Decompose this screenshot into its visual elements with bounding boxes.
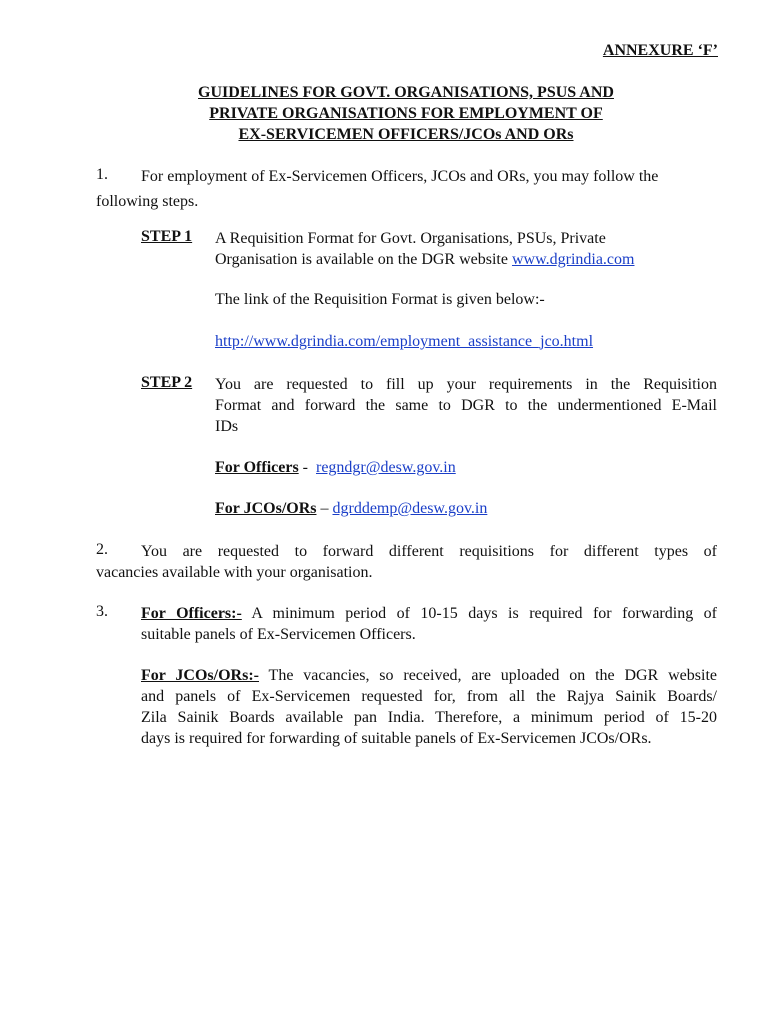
para-3-jco-label: For JCOs/ORs:-	[141, 667, 259, 684]
para-3-number: 3.	[96, 603, 108, 620]
jco-email-row: For JCOs/ORs – dgrddemp@desw.gov.in	[215, 500, 488, 517]
step-1-link-intro: The link of the Requisition Format is given below:-	[215, 291, 545, 308]
para-3	[141, 603, 717, 749]
para-3-jco-line-1: For JCOs/ORs:- The vacancies, so received, are uploaded on the DGR website	[141, 667, 718, 684]
para-3-officers-label: For Officers:-	[141, 605, 242, 622]
step-1-line-2: Organisation is available on the DGR website www.dgrindia.com	[215, 251, 635, 268]
step-2-label: STEP 2	[141, 374, 193, 391]
para-2-number: 2.	[96, 541, 108, 558]
step-2-line-1: You are requested to fill up your requirements in the Requisition	[215, 376, 717, 393]
title-line-1: GUIDELINES FOR GOVT. ORGANISATIONS, PSUS AND	[198, 84, 614, 101]
para-3-officers-line-1: For Officers:- A minimum period of 10-15 days is required for forwarding of	[141, 605, 718, 622]
step-2-line-2: Format and forward the same to DGR to the undermentioned E-Mail	[215, 397, 717, 414]
document-title	[0, 82, 768, 145]
para-1-line-2: following steps.	[96, 193, 199, 210]
step-2-line-3: IDs	[215, 418, 239, 435]
officers-email-link[interactable]: regndgr@desw.gov.in	[316, 459, 456, 476]
para-3-jco-line-3: Zila Sainik Boards available pan India. Therefore, a minimum period of 15-20	[141, 709, 717, 726]
para-3-jco-line-2: and panels of Ex-Servicemen requested for, from all the Rajya Sainik Boards/	[141, 688, 717, 705]
step-2-content	[215, 374, 717, 519]
requisition-format-link[interactable]: http://www.dgrindia.com/employment_assistance_jco.html	[215, 333, 594, 350]
jco-email-link[interactable]: dgrddemp@desw.gov.in	[332, 500, 488, 517]
for-officers-label: For Officers	[215, 459, 299, 476]
step-1-label: STEP 1	[141, 228, 193, 245]
dgr-website-link[interactable]: www.dgrindia.com	[511, 251, 635, 268]
step-1-line-1: A Requisition Format for Govt. Organisations, PSUs, Private	[215, 230, 606, 247]
para-2	[96, 541, 717, 583]
para-2-line-2: vacancies available with your organisation.	[96, 564, 373, 581]
para-3-jco-line-4: days is required for forwarding of suitable panels of Ex-Servicemen JCOs/ORs.	[141, 730, 652, 747]
annexure-label: ANNEXURE ‘F’	[602, 42, 718, 59]
for-jcos-label: For JCOs/ORs	[215, 500, 317, 517]
step-1-content	[215, 228, 717, 352]
title-line-3: EX-SERVICEMEN OFFICERS/JCOs AND ORs	[238, 126, 574, 143]
officers-email-row: For Officers - regndgr@desw.gov.in	[215, 459, 456, 476]
para-2-line-1: You are requested to forward different requisitions for different types of	[141, 543, 717, 560]
para-1	[96, 166, 716, 212]
title-line-2: PRIVATE ORGANISATIONS FOR EMPLOYMENT OF	[209, 105, 603, 122]
para-1-number: 1.	[96, 166, 108, 183]
para-3-officers-line-2: suitable panels of Ex-Servicemen Officers.	[141, 626, 416, 643]
para-1-line-1: For employment of Ex-Servicemen Officers, JCOs and ORs, you may follow the	[141, 168, 659, 185]
